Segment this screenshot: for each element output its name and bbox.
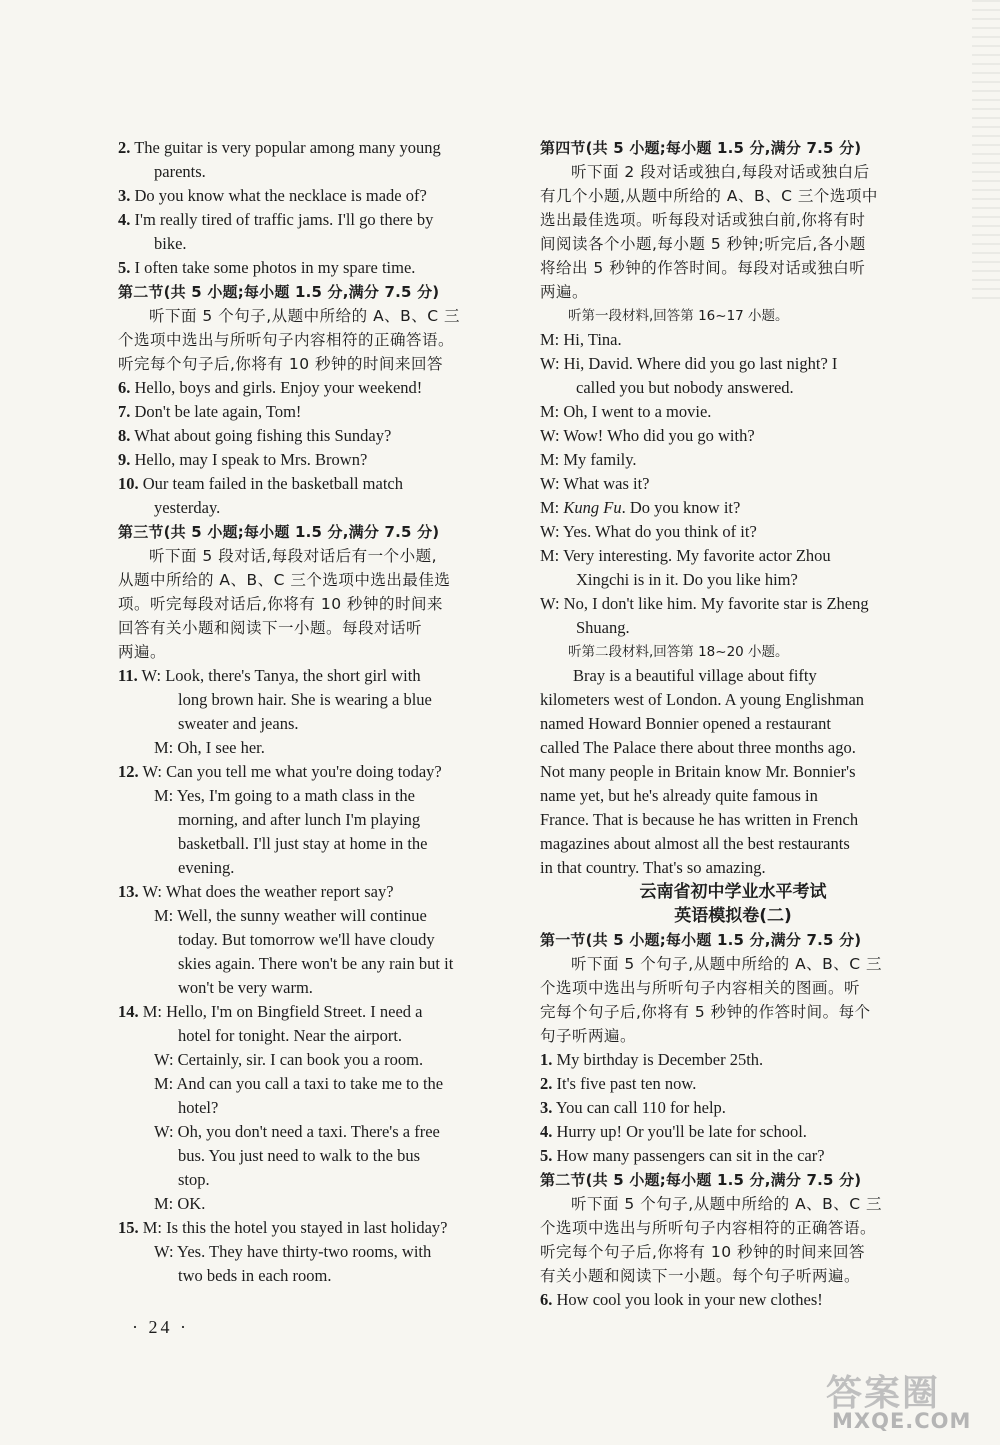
dialog-line-9: W: Yes. What do you think of it? bbox=[540, 522, 757, 541]
item-14-line-5: hotel? bbox=[178, 1098, 219, 1117]
dialog-line-3: called you but nobody answered. bbox=[576, 378, 794, 397]
item-12-line-2: M: Yes, I'm going to a math class in the bbox=[154, 786, 416, 805]
section-3-instruction-3: 项。听完每段对话后,你将有 10 秒钟的时间来 bbox=[118, 595, 444, 613]
left-column bbox=[118, 136, 506, 1288]
item-14-line-8: stop. bbox=[178, 1170, 210, 1189]
item-13-line-1: 13. W: What does the weather report say? bbox=[118, 882, 394, 901]
section-4-instruction-6: 两遍。 bbox=[540, 283, 589, 301]
item-13-line-2: M: Well, the sunny weather will continue bbox=[154, 906, 427, 925]
item-14-line-1: 14. M: Hello, I'm on Bingfield Street. I need a bbox=[118, 1002, 423, 1021]
dialog-line-8: M: Kung Fu. Do you know it? bbox=[540, 498, 741, 517]
section-1-instruction-3: 完每个句子后,你将有 5 秒钟的作答时间。每个 bbox=[540, 1003, 871, 1021]
item-14-line-6: W: Oh, you don't need a taxi. There's a free bbox=[154, 1122, 440, 1141]
section-2b-instruction-4: 有关小题和阅读下一小题。每个句子听两遍。 bbox=[540, 1267, 861, 1285]
section-2b-heading: 第二节(共 5 小题;每小题 1.5 分,满分 7.5 分) bbox=[540, 1171, 862, 1189]
material-1-label: 听第一段材料,回答第 16~17 小题。 bbox=[568, 308, 789, 324]
right-item-6: 6. How cool you look in your new clothes! bbox=[540, 1290, 823, 1309]
item-12-line-3: morning, and after lunch I'm playing bbox=[178, 810, 421, 829]
passage-line-5: Not many people in Britain know Mr. Bonnier's bbox=[540, 762, 856, 781]
item-14-line-7: bus. You just need to walk to the bus bbox=[178, 1146, 421, 1165]
section-4-instruction-5: 将给出 5 秒钟的作答时间。每段对话或独白听 bbox=[540, 259, 866, 277]
item-11-line-3: sweater and jeans. bbox=[178, 714, 299, 733]
section-4-instruction-2: 有几个小题,从题中所给的 A、B、C 三个选项中 bbox=[540, 187, 878, 205]
dialog-line-4: M: Oh, I went to a movie. bbox=[540, 402, 712, 421]
passage-line-8: magazines about almost all the best restaurants bbox=[540, 834, 850, 853]
item-2-line-1: 2. The guitar is very popular among many young bbox=[118, 138, 441, 157]
section-1-instruction-4: 句子听两遍。 bbox=[540, 1027, 637, 1045]
section-2-instruction-3: 听完每个句子后,你将有 10 秒钟的时间来回答 bbox=[118, 355, 444, 373]
section-4-heading: 第四节(共 5 小题;每小题 1.5 分,满分 7.5 分) bbox=[540, 139, 862, 157]
page-number: · 24 · bbox=[132, 1317, 189, 1337]
right-item-1: 1. My birthday is December 25th. bbox=[540, 1050, 764, 1069]
passage-line-4: called The Palace there about three months ago. bbox=[540, 738, 856, 757]
section-2b-instruction-2: 个选项中选出与所听句子内容相符的正确答语。 bbox=[540, 1219, 877, 1237]
item-14-line-9: M: OK. bbox=[154, 1194, 206, 1213]
section-4-instruction-3: 选出最佳选项。听每段对话或独白前,你将有时 bbox=[540, 211, 866, 229]
item-6: 6. Hello, boys and girls. Enjoy your weekend! bbox=[118, 378, 423, 397]
section-2b-instruction-3: 听完每个句子后,你将有 10 秒钟的时间来回答 bbox=[540, 1243, 866, 1261]
dialog-line-11: Xingchi is in it. Do you like him? bbox=[576, 570, 798, 589]
item-11-line-2: long brown hair. She is wearing a blue bbox=[178, 690, 432, 709]
item-12-line-4: basketball. I'll just stay at home in the bbox=[178, 834, 428, 853]
exam-title-1: 云南省初中学业水平考试 bbox=[639, 882, 827, 902]
passage-line-6: name yet, but he's already quite famous in bbox=[540, 786, 818, 805]
dialog-line-2: W: Hi, David. Where did you go last night? I bbox=[540, 354, 838, 373]
item-10-line-2: yesterday. bbox=[154, 498, 221, 517]
item-13-line-4: skies again. There won't be any rain but it bbox=[178, 954, 454, 973]
passage-line-9: in that country. That's so amazing. bbox=[540, 858, 766, 877]
right-item-5: 5. How many passengers can sit in the car? bbox=[540, 1146, 825, 1165]
item-11-line-1: 11. W: Look, there's Tanya, the short girl with bbox=[118, 666, 421, 685]
section-3-instruction-5: 两遍。 bbox=[118, 643, 167, 661]
item-4-line-1: 4. I'm really tired of traffic jams. I'll go there by bbox=[118, 210, 434, 229]
item-3: 3. Do you know what the necklace is made of? bbox=[118, 186, 427, 205]
right-item-3: 3. You can call 110 for help. bbox=[540, 1098, 726, 1117]
watermark-logo bbox=[822, 1365, 994, 1437]
item-12-line-5: evening. bbox=[178, 858, 235, 877]
item-11-line-4: M: Oh, I see her. bbox=[154, 738, 265, 757]
passage-line-1: Bray is a beautiful village about fifty bbox=[573, 666, 817, 685]
section-1-instruction-2: 个选项中选出与所听句子内容相关的图画。听 bbox=[540, 979, 861, 997]
item-13-line-3: today. But tomorrow we'll have cloudy bbox=[178, 930, 435, 949]
item-15-line-1: 15. M: Is this the hotel you stayed in last holiday? bbox=[118, 1218, 448, 1237]
section-1-instruction-1: 听下面 5 个句子,从题中所给的 A、B、C 三 bbox=[571, 955, 883, 973]
item-7: 7. Don't be late again, Tom! bbox=[118, 402, 302, 421]
section-3-instruction-4: 回答有关小题和阅读下一小题。每段对话听 bbox=[118, 619, 423, 637]
dialog-line-7: W: What was it? bbox=[540, 474, 650, 493]
section-2-instruction-1: 听下面 5 个句子,从题中所给的 A、B、C 三 bbox=[149, 307, 461, 325]
item-10-line-1: 10. Our team failed in the basketball match bbox=[118, 474, 403, 493]
right-column bbox=[540, 136, 926, 1312]
section-3-instruction-1: 听下面 5 段对话,每段对话后有一个小题, bbox=[149, 547, 438, 565]
section-2-instruction-2: 个选项中选出与所听句子内容相符的正确答语。 bbox=[118, 331, 455, 349]
exam-title-2: 英语模拟卷(二) bbox=[674, 906, 792, 926]
section-4-instruction-4: 间阅读各个小题,每小题 5 秒钟;听完后,各小题 bbox=[540, 235, 866, 253]
section-3-heading: 第三节(共 5 小题;每小题 1.5 分,满分 7.5 分) bbox=[118, 523, 440, 541]
item-2-line-2: parents. bbox=[154, 162, 206, 181]
dialog-line-6: M: My family. bbox=[540, 450, 637, 469]
item-8: 8. What about going fishing this Sunday? bbox=[118, 426, 392, 445]
item-13-line-5: won't be very warm. bbox=[178, 978, 313, 997]
item-14-line-3: W: Certainly, sir. I can book you a room. bbox=[154, 1050, 424, 1069]
watermark-url: MXQE.COM bbox=[832, 1409, 972, 1433]
item-15-line-2: W: Yes. They have thirty-two rooms, with bbox=[154, 1242, 432, 1261]
item-14-line-4: M: And can you call a taxi to take me to the bbox=[154, 1074, 444, 1093]
dialog-line-10: M: Very interesting. My favorite actor Zhou bbox=[540, 546, 831, 565]
section-4-instruction-1: 听下面 2 段对话或独白,每段对话或独白后 bbox=[571, 163, 870, 181]
section-2-heading: 第二节(共 5 小题;每小题 1.5 分,满分 7.5 分) bbox=[118, 283, 440, 301]
item-14-line-2: hotel for tonight. Near the airport. bbox=[178, 1026, 403, 1045]
dialog-line-13: Shuang. bbox=[576, 618, 630, 637]
right-item-2: 2. It's five past ten now. bbox=[540, 1074, 697, 1093]
passage-line-7: France. That is because he has written in French bbox=[540, 810, 859, 829]
section-3-instruction-2: 从题中所给的 A、B、C 三个选项中选出最佳选 bbox=[118, 571, 451, 589]
passage-line-2: kilometers west of London. A young Englishman bbox=[540, 690, 865, 709]
dialog-line-12: W: No, I don't like him. My favorite star is Zheng bbox=[540, 594, 869, 613]
right-item-4: 4. Hurry up! Or you'll be late for school. bbox=[540, 1122, 807, 1141]
passage-line-3: named Howard Bonnier opened a restaurant bbox=[540, 714, 831, 733]
item-15-line-3: two beds in each room. bbox=[178, 1266, 332, 1285]
section-2b-instruction-1: 听下面 5 个句子,从题中所给的 A、B、C 三 bbox=[571, 1195, 883, 1213]
watermark-chinese: 答案圈 bbox=[826, 1373, 941, 1414]
item-5: 5. I often take some photos in my spare time. bbox=[118, 258, 416, 277]
material-2-label: 听第二段材料,回答第 18~20 小题。 bbox=[568, 644, 789, 660]
item-4-line-2: bike. bbox=[154, 234, 187, 253]
dialog-line-5: W: Wow! Who did you go with? bbox=[540, 426, 755, 445]
item-12-line-1: 12. W: Can you tell me what you're doing today? bbox=[118, 762, 442, 781]
page-edge-decoration bbox=[972, 0, 1000, 300]
section-1-heading: 第一节(共 5 小题;每小题 1.5 分,满分 7.5 分) bbox=[540, 931, 862, 949]
item-9: 9. Hello, may I speak to Mrs. Brown? bbox=[118, 450, 368, 469]
dialog-line-1: M: Hi, Tina. bbox=[540, 330, 622, 349]
